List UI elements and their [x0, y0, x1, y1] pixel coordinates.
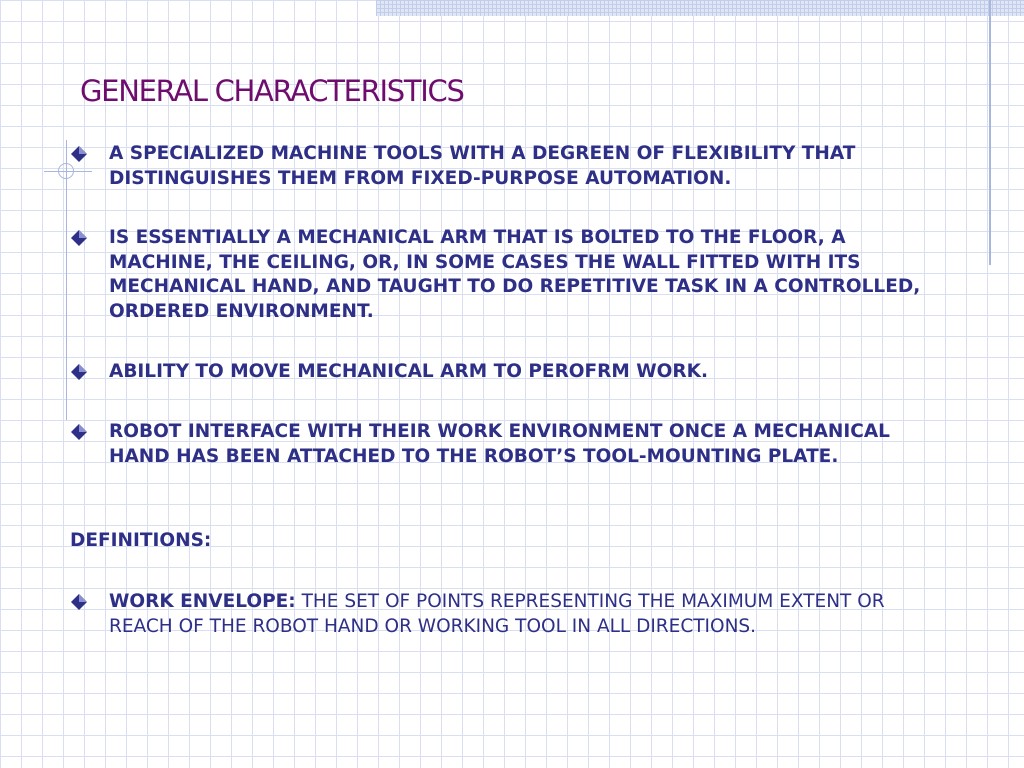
right-decorative-line: [989, 0, 991, 265]
diamond-bullet-icon: [70, 363, 88, 381]
bullet-item-1: [70, 142, 930, 191]
definition-term: WORK ENVELOPE:: [109, 591, 296, 612]
diamond-bullet-icon: [70, 145, 88, 163]
bullet-item-2: [70, 226, 930, 324]
top-decorative-band: [376, 0, 1024, 16]
definition-text: [109, 590, 930, 639]
left-decorative-line: [66, 140, 67, 420]
diamond-bullet-icon: [70, 229, 88, 247]
definition-item: [70, 590, 930, 639]
diamond-bullet-icon: [70, 423, 88, 441]
definitions-heading: DEFINITIONS:: [70, 530, 212, 551]
bullet-text: ABILITY TO MOVE MECHANICAL ARM TO PEROFRM WORK.: [109, 361, 709, 382]
bullet-text: ROBOT INTERFACE WITH THEIR WORK ENVIRONMENT ONCE A MECHANICAL HAND HAS BEEN ATTACHED TO THE ROBOT’S TOOL-MOUNTING PLATE.: [109, 421, 890, 467]
bullet-item-4: [70, 420, 930, 469]
bullet-item-3: [70, 360, 930, 385]
slide-title: GENERAL CHARACTERISTICS: [80, 74, 464, 108]
bullet-text: A SPECIALIZED MACHINE TOOLS WITH A DEGREEN OF FLEXIBILITY THAT DISTINGUISHES THEM FROM FIXED-PURPOSE AUTOMATION.: [109, 143, 856, 189]
definition-description: THE SET OF POINTS REPRESENTING THE MAXIMUM EXTENT OR REACH OF THE ROBOT HAND OR WORKING TOOL IN ALL DIRECTIONS.: [109, 591, 885, 637]
diamond-bullet-icon: [70, 593, 88, 611]
bullet-text: IS ESSENTIALLY A MECHANICAL ARM THAT IS BOLTED TO THE FLOOR, A MACHINE, THE CEILING, OR, IN SOME CASES THE WALL FITTED WITH ITS MECHANICAL HAND, AND TAUGHT TO DO REPETITIVE TASK IN A CONTROLLED, ORDERED ENVIRONMENT.: [109, 227, 921, 322]
